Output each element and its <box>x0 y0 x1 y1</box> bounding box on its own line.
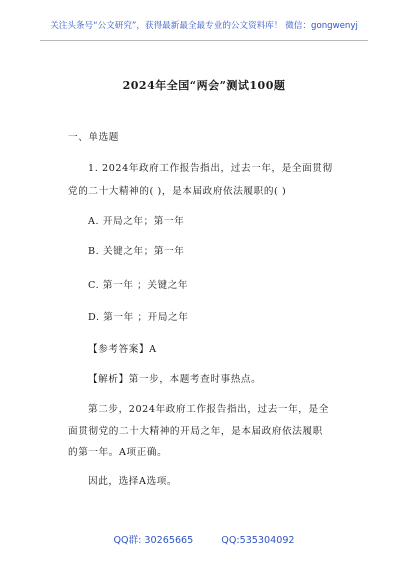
footer-qq-number: QQ:535304092 <box>221 535 295 546</box>
header-promo-text: 关注头条号“公文研究”，获得最新最全最专业的公文资料库！ 微信：gongwenyj <box>50 21 358 31</box>
option-a: A. 开局之年；第一年 <box>88 216 185 227</box>
header-divider <box>40 40 368 41</box>
section-heading: 一、单选题 <box>68 132 119 143</box>
question-text-line-2: 党的二十大精神的( )，是本届政府依法履职的( ) <box>68 186 287 197</box>
analysis-step-1: 【解析】第一步，本题考查时事热点。 <box>88 374 262 385</box>
question-text-line-1: 1. 2024年政府工作报告指出，过去一年，是全面贯彻 <box>88 163 333 174</box>
option-d: D. 第一年 ；开局之年 <box>88 312 189 323</box>
footer-contact <box>0 532 408 546</box>
analysis-step-2-line-3: 的第一年。A项正确。 <box>68 447 168 458</box>
analysis-step-2-line-1: 第二步，2024年政府工作报告指出，过去一年，是全 <box>88 404 329 415</box>
document-title: 2024年全国“两会”测试100题 <box>122 79 286 92</box>
footer-qq-group: QQ群: 30265665 <box>113 535 194 546</box>
reference-answer: 【参考答案】A <box>88 344 157 355</box>
conclusion-text: 因此，选择A选项。 <box>88 476 178 487</box>
option-c: C. 第一年 ；关键之年 <box>88 280 189 291</box>
option-b: B. 关键之年；第一年 <box>88 246 185 257</box>
analysis-step-2-line-2: 面贯彻党的二十大精神的开局之年，是本届政府依法履职 <box>68 426 323 437</box>
